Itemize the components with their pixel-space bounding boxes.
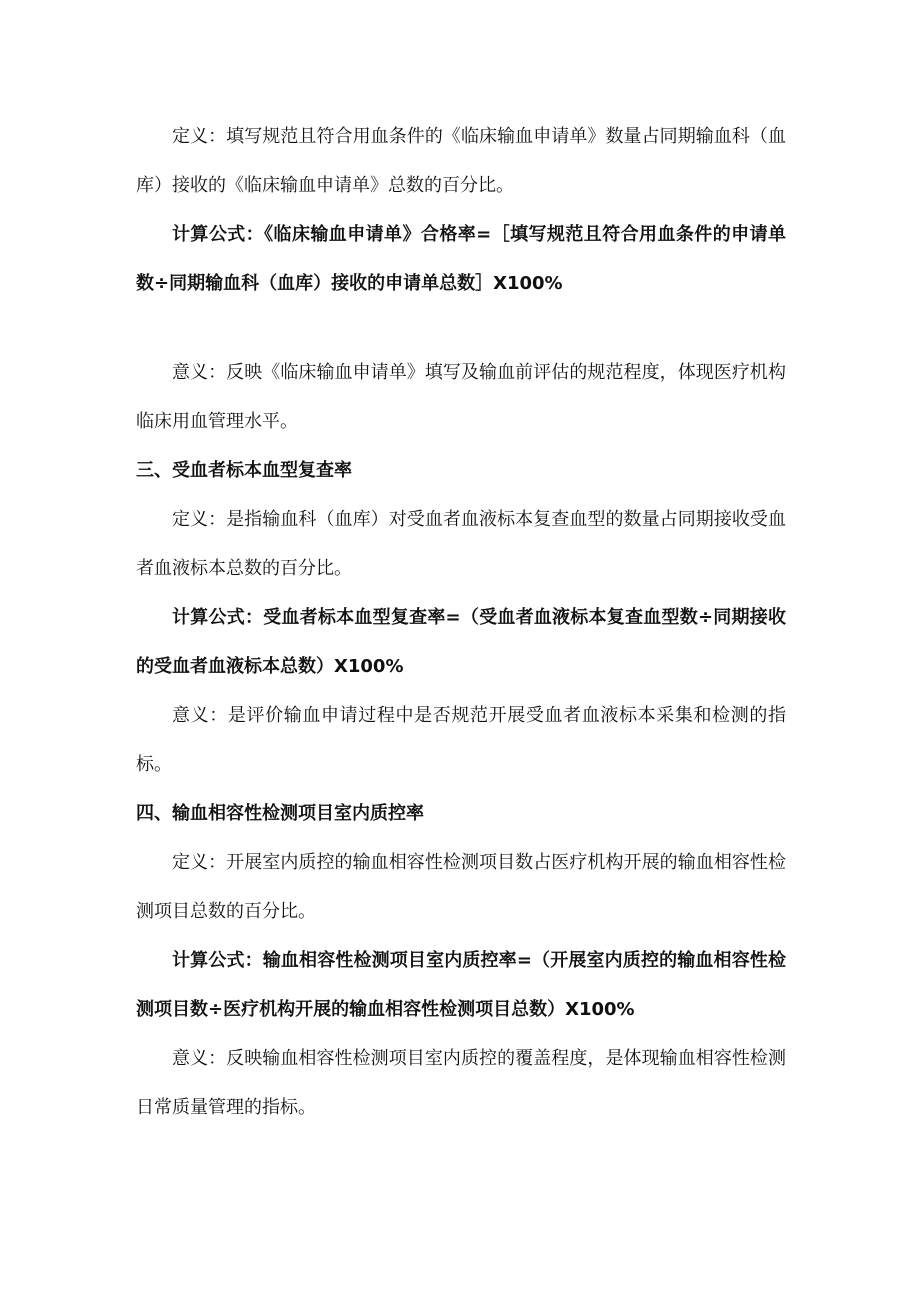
section2-definition: 定义：填写规范且符合用血条件的《临床输血申请单》数量占同期输血科（血库）接收的《临床输血申请单》总数的百分比。 (136, 126, 786, 196)
section2-formula: 计算公式：《临床输血申请单》合格率=［填写规范且符合用血条件的申请单数÷同期输血科（血库）接收的申请单总数］X100% (136, 224, 786, 294)
paragraph-spacer (136, 308, 786, 348)
section3-heading: 三、受血者标本血型复查率 (136, 460, 352, 481)
section2-meaning: 意义：反映《临床输血申请单》填写及输血前评估的规范程度，体现医疗机构临床用血管理水平。 (136, 362, 786, 432)
section3-formula: 计算公式：受血者标本血型复查率=（受血者血液标本复查血型数÷同期接收的受血者血液标本总数）X100% (136, 607, 786, 677)
section4-formula: 计算公式：输血相容性检测项目室内质控率=（开展室内质控的输血相容性检测项目数÷医疗机构开展的输血相容性检测项目总数）X100% (136, 950, 786, 1020)
section3-meaning: 意义：是评价输血申请过程中是否规范开展受血者血液标本采集和检测的指标。 (136, 705, 786, 775)
document-page (136, 112, 786, 1132)
section4-meaning: 意义：反映输血相容性检测项目室内质控的覆盖程度，是体现输血相容性检测日常质量管理的指标。 (136, 1048, 786, 1118)
section3-definition: 定义：是指输血科（血库）对受血者血液标本复查血型的数量占同期接收受血者血液标本总数的百分比。 (136, 509, 786, 579)
section4-heading: 四、输血相容性检测项目室内质控率 (136, 803, 424, 824)
section4-definition: 定义：开展室内质控的输血相容性检测项目数占医疗机构开展的输血相容性检测项目总数的百分比。 (136, 852, 786, 922)
